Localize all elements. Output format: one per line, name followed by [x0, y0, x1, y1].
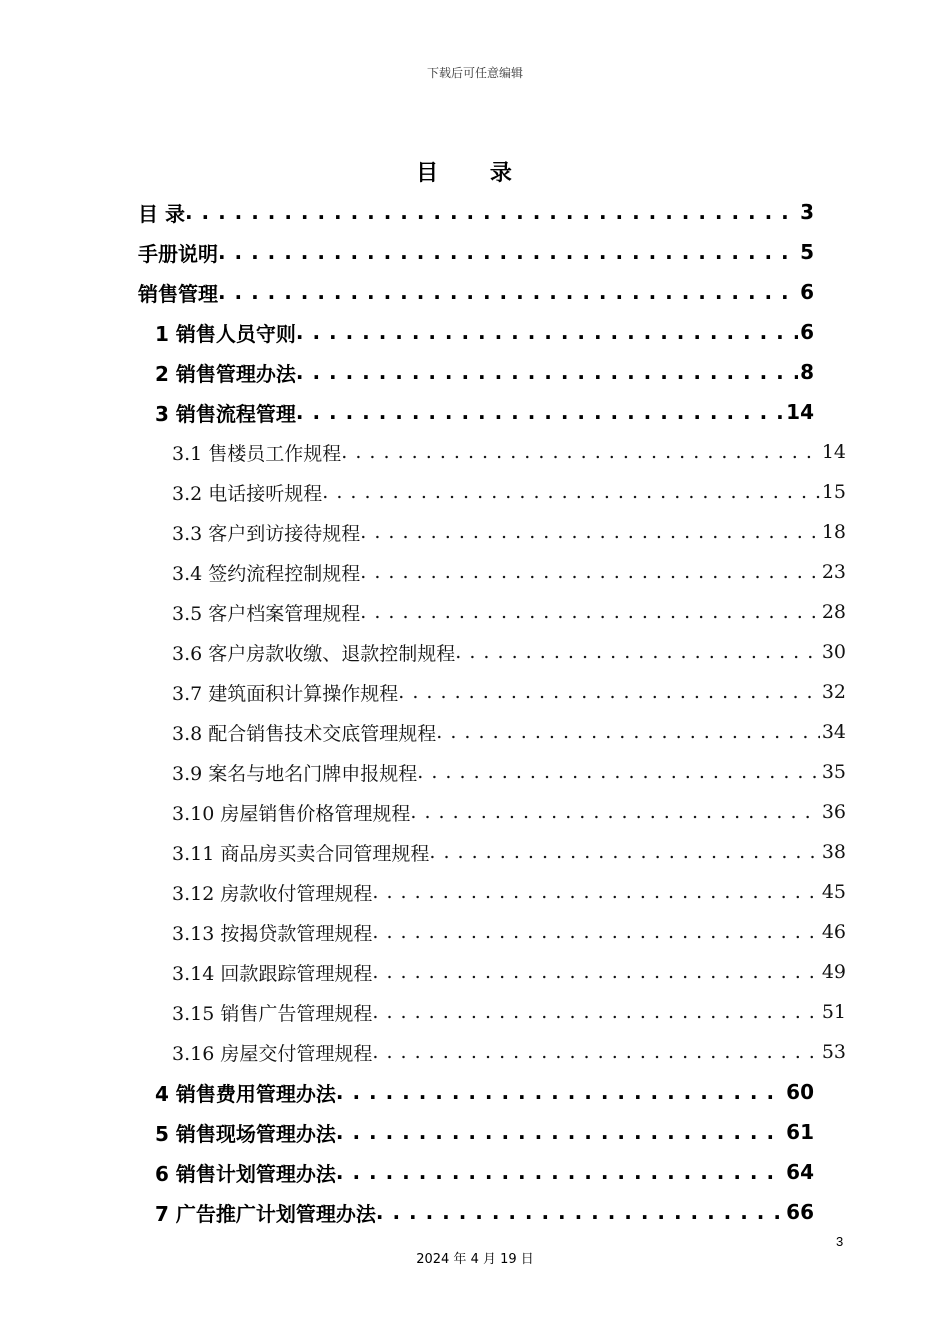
- toc-leader-dots: [372, 921, 819, 943]
- toc-entry[interactable]: [172, 712, 846, 752]
- toc-entry[interactable]: [138, 272, 814, 312]
- toc-entry-page: 14: [821, 441, 846, 463]
- toc-entry-page: 61: [786, 1120, 814, 1144]
- toc-entry-page: 60: [786, 1080, 814, 1104]
- toc-entry-page: 32: [821, 681, 846, 703]
- toc-entry-page: 8: [800, 360, 814, 384]
- toc-entry-page: 30: [821, 641, 846, 663]
- toc-entry-page: 51: [821, 1001, 846, 1023]
- toc-leader-dots: [360, 561, 820, 583]
- toc-leader-dots: [429, 841, 819, 863]
- toc-entry-label: 3.6 客户房款收缴、退款控制规程: [172, 642, 456, 665]
- toc-leader-dots: [296, 320, 798, 344]
- toc-entry[interactable]: [172, 512, 846, 552]
- toc-entry[interactable]: [155, 1112, 814, 1152]
- toc-leader-dots: [436, 721, 820, 743]
- toc-entry-page: 3: [800, 200, 814, 224]
- toc-entry-page: 38: [821, 841, 846, 863]
- toc-entry[interactable]: [172, 872, 846, 912]
- toc-entry[interactable]: [172, 752, 846, 792]
- toc-entry-label: 3.3 客户到访接待规程: [172, 522, 361, 545]
- toc-entry[interactable]: [172, 552, 846, 592]
- toc-entry-page: 18: [821, 521, 846, 543]
- toc-entry[interactable]: [155, 1192, 814, 1232]
- toc-leader-dots: [341, 441, 820, 463]
- toc-entry-label: 3.10 房屋销售价格管理规程: [172, 802, 411, 825]
- toc-entry-label: 3.8 配合销售技术交底管理规程: [172, 722, 437, 745]
- toc-leader-dots: [376, 1200, 784, 1224]
- toc-entry-page: 53: [821, 1041, 846, 1063]
- toc-entry-label: 6 销售计划管理办法: [155, 1161, 336, 1186]
- toc-entry-page: 64: [786, 1160, 814, 1184]
- toc-leader-dots: [336, 1080, 784, 1104]
- toc-entry[interactable]: [172, 472, 846, 512]
- header-note: 下载后可任意编辑: [426, 66, 523, 80]
- toc-leader-dots: [360, 601, 820, 623]
- toc-leader-dots: [185, 200, 798, 224]
- toc-leader-dots: [360, 521, 820, 543]
- toc-entry-label: 3 销售流程管理: [155, 401, 296, 426]
- toc-entry-label: 3.4 签约流程控制规程: [172, 562, 361, 585]
- toc-leader-dots: [372, 961, 819, 983]
- toc-leader-dots: [218, 280, 798, 304]
- toc-entry-page: 6: [800, 320, 814, 344]
- toc-entry-page: 28: [821, 601, 846, 623]
- toc-entry-label: 3.5 客户档案管理规程: [172, 602, 361, 625]
- toc-entry-label: 1 销售人员守则: [155, 321, 296, 346]
- toc-entry-label: 3.14 回款跟踪管理规程: [172, 962, 373, 985]
- toc-entry-page: 45: [821, 881, 846, 903]
- toc-leader-dots: [322, 481, 820, 503]
- toc-entry-label: 3.9 案名与地名门牌申报规程: [172, 762, 418, 785]
- toc-entry[interactable]: [155, 1072, 814, 1112]
- toc-entry-label: 手册说明: [138, 241, 218, 266]
- toc-entry-label: 3.12 房款收付管理规程: [172, 882, 373, 905]
- toc-entry[interactable]: [138, 232, 814, 272]
- toc-entry[interactable]: [155, 352, 814, 392]
- footer-date: 2024 年 4 月 19 日: [416, 1252, 534, 1267]
- toc-entry[interactable]: [155, 312, 814, 352]
- toc-entry-label: 3.16 房屋交付管理规程: [172, 1042, 373, 1065]
- toc-entry-page: 5: [800, 240, 814, 264]
- toc-leader-dots: [336, 1120, 784, 1144]
- toc-entry[interactable]: [155, 392, 814, 432]
- toc-entry-label: 3.13 按揭贷款管理规程: [172, 922, 373, 945]
- toc-entry-page: 34: [821, 721, 846, 743]
- toc-entry[interactable]: [172, 912, 846, 952]
- toc-entry-label: 3.7 建筑面积计算操作规程: [172, 682, 399, 705]
- toc-entry-page: 49: [821, 961, 846, 983]
- toc-leader-dots: [336, 1160, 784, 1184]
- toc-entry[interactable]: [172, 792, 846, 832]
- toc-entry-label: 销售管理: [138, 281, 218, 306]
- toc-leader-dots: [372, 1041, 819, 1063]
- toc-entry-page: 23: [821, 561, 846, 583]
- toc-entry-page: 66: [786, 1200, 814, 1224]
- toc-entry-page: 6: [800, 280, 814, 304]
- toc-entry-page: 15: [821, 481, 846, 503]
- toc-entry[interactable]: [172, 632, 846, 672]
- page-number: 3: [836, 1234, 844, 1249]
- toc-entry[interactable]: [155, 1152, 814, 1192]
- toc-entry-label: 2 销售管理办法: [155, 361, 296, 386]
- toc-entry[interactable]: [172, 672, 846, 712]
- toc-leader-dots: [296, 400, 784, 424]
- toc-leader-dots: [372, 1001, 819, 1023]
- toc-leader-dots: [417, 761, 820, 783]
- toc-entry-label: 3.1 售楼员工作规程: [172, 442, 342, 465]
- toc-leader-dots: [372, 881, 819, 903]
- toc-entry[interactable]: [172, 992, 846, 1032]
- toc-entry-label: 3.15 销售广告管理规程: [172, 1002, 373, 1025]
- toc-entry-page: 46: [821, 921, 846, 943]
- toc-entry[interactable]: [172, 432, 846, 472]
- toc-leader-dots: [296, 360, 798, 384]
- toc-entry[interactable]: [138, 192, 814, 232]
- toc-entry[interactable]: [172, 1032, 846, 1072]
- toc-entry-label: 3.2 电话接听规程: [172, 482, 323, 505]
- toc-entry-page: 14: [786, 400, 814, 424]
- toc-entry[interactable]: [172, 592, 846, 632]
- toc-leader-dots: [398, 681, 820, 703]
- toc-leader-dots: [455, 641, 820, 663]
- toc-entry[interactable]: [172, 832, 846, 872]
- toc-entry-label: 目 录: [138, 201, 185, 226]
- toc-entry-label: 5 销售现场管理办法: [155, 1121, 336, 1146]
- toc-entry-page: 36: [821, 801, 846, 823]
- toc-leader-dots: [410, 801, 819, 823]
- toc-entry-label: 4 销售费用管理办法: [155, 1081, 336, 1106]
- toc-title: 目 录: [416, 161, 534, 186]
- toc-leader-dots: [218, 240, 798, 264]
- toc-entry[interactable]: [172, 952, 846, 992]
- toc-entry-page: 35: [821, 761, 846, 783]
- toc-entry-label: 3.11 商品房买卖合同管理规程: [172, 842, 430, 865]
- toc-entry-label: 7 广告推广计划管理办法: [155, 1201, 376, 1226]
